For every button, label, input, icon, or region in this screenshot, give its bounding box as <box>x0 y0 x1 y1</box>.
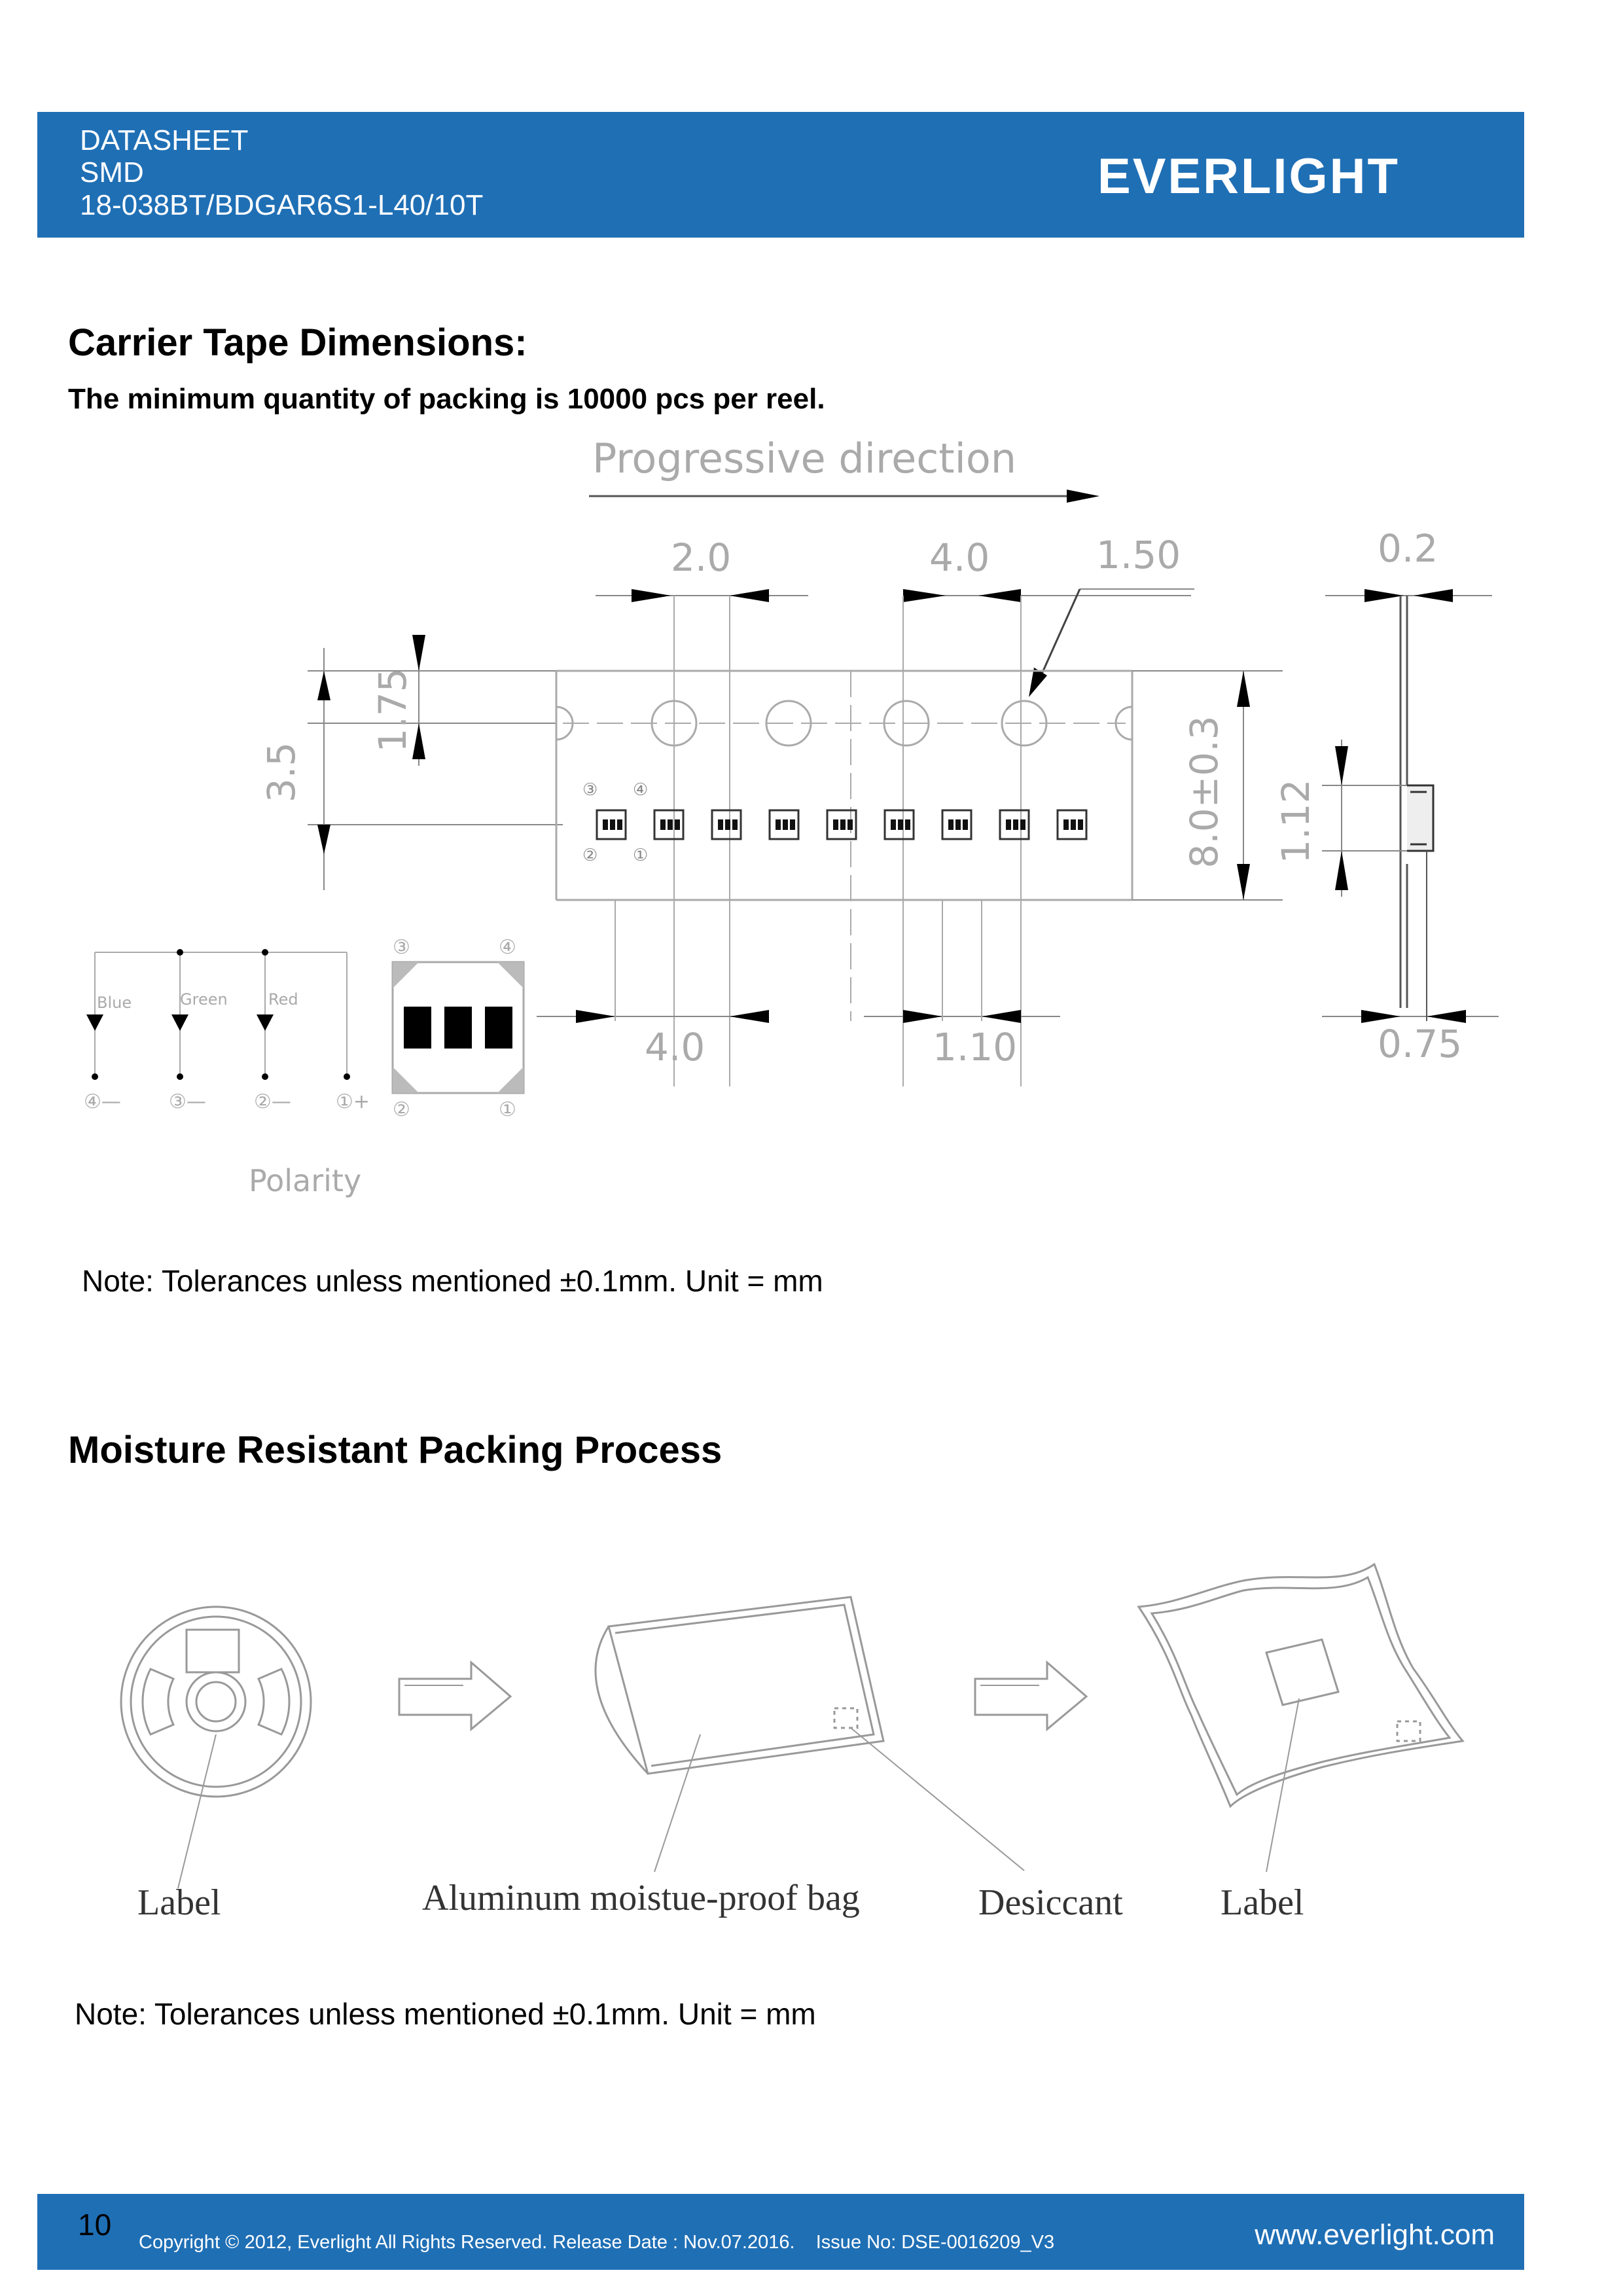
dim-0-75: 0.75 <box>1378 1022 1463 1066</box>
header-doc-type: DATASHEET <box>80 124 249 156</box>
bag-label-text: Aluminum moistue-proof bag <box>422 1878 860 1918</box>
package-pin1: ① <box>499 1098 516 1121</box>
dim-4-0-top: 4.0 <box>929 535 990 580</box>
dim-3-5: 3.5 <box>259 742 304 803</box>
packing-note: Note: Tolerances unless mentioned ±0.1mm. Unit = mm <box>75 1997 816 2031</box>
copyright-text: Copyright © 2012, Everlight All Rights Reserved. Release Date : Nov.07.2016. Issue No: DSE-0016209_V3 <box>139 2232 1055 2253</box>
dim-8-0: 8.0±0.3 <box>1182 715 1226 869</box>
desiccant-label-text: Desiccant <box>978 1882 1123 1923</box>
green-label: Green <box>180 990 228 1009</box>
header-part-number: 18-038BT/BDGAR6S1-L40/10T <box>80 189 484 221</box>
pin2-label: ② <box>582 846 598 865</box>
reel-label-text: Label <box>137 1882 221 1923</box>
polarity-pin4: ④— <box>84 1090 121 1113</box>
packing-process-diagram <box>0 1558 1623 1924</box>
blue-label: Blue <box>97 994 132 1012</box>
dim-1-12: 1.12 <box>1274 779 1318 864</box>
polarity-pin2: ②— <box>254 1090 291 1113</box>
package-top-view <box>393 936 524 1121</box>
packing-process-title: Moisture Resistant Packing Process <box>68 1429 722 1471</box>
green-led-symbol <box>171 1014 188 1031</box>
pin1-label: ① <box>633 846 649 865</box>
polarity-title: Polarity <box>249 1163 362 1198</box>
polarity-schematic <box>84 949 370 1198</box>
packing-quantity-text: The minimum quantity of packing is 10000 pcs per reel. <box>68 383 825 415</box>
pin3-label: ③ <box>582 780 598 800</box>
page-number: 10 <box>78 2208 112 2242</box>
dim-1-75: 1.75 <box>370 668 415 753</box>
package-pin4: ④ <box>499 936 516 959</box>
sealed-label-text: Label <box>1221 1882 1304 1923</box>
page-footer <box>37 2194 1524 2270</box>
package-pin3: ③ <box>393 936 410 959</box>
package-pin2: ② <box>393 1098 410 1121</box>
sealed-bag-illustration <box>1139 1564 1463 1872</box>
header-category: SMD <box>80 156 144 188</box>
dim-1-10: 1.10 <box>933 1025 1018 1069</box>
dim-2-0: 2.0 <box>671 535 732 580</box>
process-arrow-1 <box>399 1662 510 1729</box>
side-profile-pocket <box>1407 785 1433 851</box>
dim-0-2: 0.2 <box>1378 526 1438 571</box>
carrier-tape-diagram <box>0 432 1623 1217</box>
process-arrow-2 <box>975 1662 1086 1729</box>
reel-illustration <box>121 1607 311 1888</box>
website-link[interactable]: www.everlight.com <box>1255 2219 1495 2251</box>
everlight-logo <box>1097 150 1490 202</box>
red-led-symbol <box>257 1014 274 1031</box>
moisture-bag-illustration <box>596 1597 1024 1872</box>
dim-1-50: 1.50 <box>1096 533 1181 577</box>
polarity-pin1: ①+ <box>336 1090 370 1113</box>
tape-note: Note: Tolerances unless mentioned ±0.1mm. Unit = mm <box>82 1264 823 1298</box>
blue-led-symbol <box>86 1014 103 1031</box>
dim-4-0-bottom: 4.0 <box>645 1025 705 1069</box>
carrier-tape-title: Carrier Tape Dimensions: <box>68 321 527 364</box>
polarity-pin3: ③— <box>169 1090 206 1113</box>
direction-label: Progressive direction <box>592 435 1017 482</box>
direction-arrow <box>1067 490 1099 503</box>
pin4-label: ④ <box>633 780 649 800</box>
red-label: Red <box>268 990 298 1009</box>
logo-text: EVERLIGHT <box>1097 150 1400 202</box>
page-header <box>37 112 1524 238</box>
